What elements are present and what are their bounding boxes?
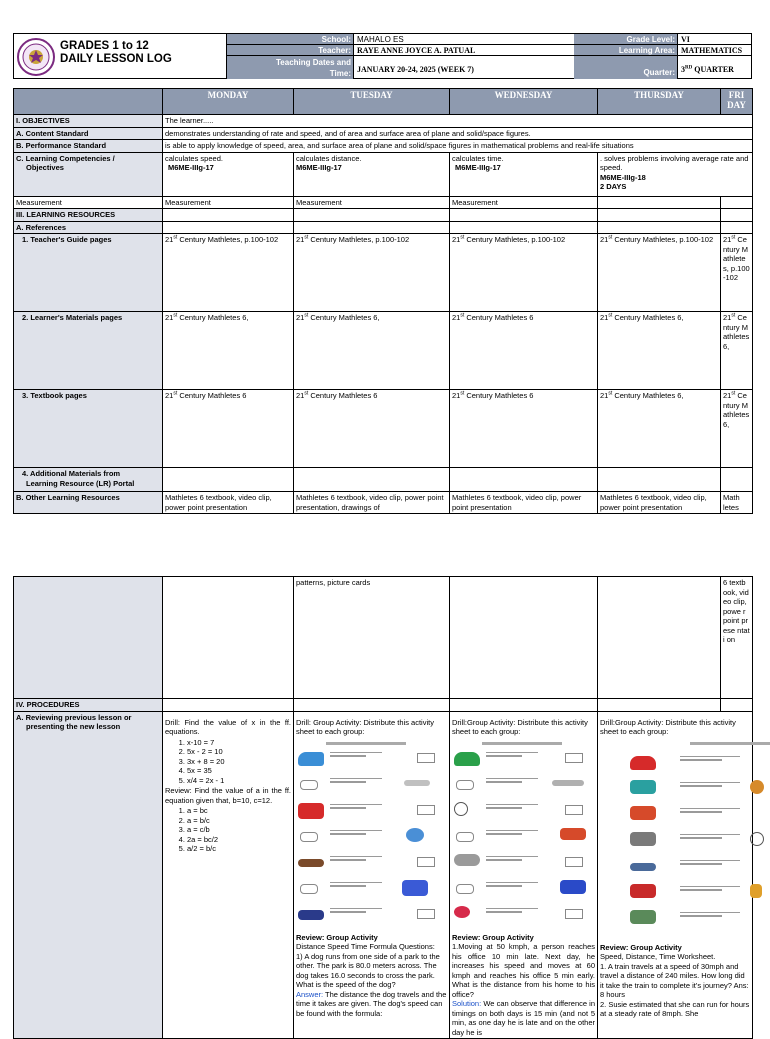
competency-thursday: . solves problems involving average rate and speed. M6ME-IIIg-18 2 DAYS — [598, 152, 753, 196]
performance-standard-label: B. Performance Standard — [14, 140, 163, 153]
lesson-table-bottom — [13, 576, 753, 1039]
thursday-question-2: 2. Susie estimated that she can run for hours at a steady rate of 8mph. She — [600, 999, 750, 1018]
learner-text: The learner..... — [163, 115, 753, 128]
additional-materials-label: 4. Additional Materials from Learning Resource (LR) Portal — [14, 468, 163, 492]
tb-thursday: 21st Century Mathletes 6, — [598, 390, 721, 468]
airplane-icon — [404, 780, 430, 786]
other-monday: Mathletes 6 textbook, video clip, power point presentation — [163, 492, 294, 514]
tricycle-icon — [454, 906, 470, 918]
airplane-icon — [552, 780, 584, 786]
bicycle-icon — [454, 802, 468, 816]
tg-tuesday: 21st Century Mathletes, p.100-102 — [294, 234, 450, 312]
tuesday-review-title: Review: Group Activity — [296, 932, 378, 942]
competency-wednesday: calculates time. M6ME-IIIg-17 — [450, 152, 598, 196]
thursday-question-1: 1. A train travels at a speed of 30mph and travel a distance of 240 miles. How long did it take the train to complete it's journey? Ans: 8 hours — [600, 961, 749, 999]
content-standard-text: demonstrates understanding of rate and speed, and of area and surface area of plane and solid/space figures. — [163, 127, 753, 140]
sneaker-icon — [298, 910, 324, 920]
area-label: Learning Area: — [574, 45, 678, 56]
train-icon — [630, 884, 656, 898]
tb-monday: 21st Century Mathletes 6 — [163, 390, 294, 468]
lesson-log-header — [13, 33, 752, 79]
area-value: MATHEMATICS — [681, 46, 743, 55]
deped-seal-icon — [17, 38, 55, 76]
lm-wednesday: 21st Century Mathletes 6 — [450, 312, 598, 390]
lesson-table-top — [13, 88, 753, 514]
tb-friday: 21st Century Mathletes 6, — [721, 390, 753, 468]
day-header-thursday: THURSDAY — [598, 89, 721, 115]
procedures-label: IV. PROCEDURES — [14, 699, 163, 712]
day-header-monday: MONDAY — [163, 89, 294, 115]
day-header-wednesday: WEDNESDAY — [450, 89, 598, 115]
document-title: GRADES 1 to 12 DAILY LESSON LOG — [60, 40, 172, 65]
measurement-monday: Measurement — [163, 196, 294, 209]
measurement-tuesday: Measurement — [294, 196, 450, 209]
wednesday-review-title: Review: Group Activity — [452, 932, 534, 942]
bicycle-icon — [750, 832, 764, 846]
references-label: A. References — [14, 221, 163, 234]
objectives-label: I. OBJECTIVES — [14, 115, 163, 128]
shoe-icon — [298, 752, 324, 766]
tuesday-worksheet-image — [296, 740, 447, 930]
other-friday-continued: 6 textb ook, video clip, powe r point prese ntati on — [721, 577, 753, 699]
monday-equations: 1. x-10 = 7 2. 5x - 2 = 10 3. 3x + 8 = 20 4. 5x = 35 5. x/4 = 2x - 1 — [165, 738, 291, 786]
other-tuesday: Mathletes 6 textbook, video clip, power point presentation, drawings of — [294, 492, 450, 514]
lm-monday: 21st Century Mathletes 6, — [163, 312, 294, 390]
lm-thursday: 21st Century Mathletes 6, — [598, 312, 721, 390]
school-label: School: — [227, 34, 354, 45]
tb-tuesday: 21st Century Mathletes 6 — [294, 390, 450, 468]
competency-monday: calculates speed. M6ME-IIIg-17 — [163, 152, 294, 196]
car-icon — [630, 756, 656, 770]
wednesday-question-1: 1.Moving at 50 kmph, a person reaches his office 10 min late. Next day, he increases his speed and moves at 60 kmph and reaches his office 5 min early. What is the distance from his home to his office? — [452, 942, 595, 999]
sled-icon — [298, 859, 324, 867]
other-tuesday-continued: patterns, picture cards — [294, 577, 450, 699]
textbook-label: 3. Textbook pages — [14, 390, 163, 468]
other-wednesday: Mathletes 6 textbook, video clip, power point presentation — [450, 492, 598, 514]
procedure-thursday: Drill:Group Activity: Distribute this activity sheet to each group: Review: Group Activity Speed, Distance, Time Worksheet. 1. A train travels at a speed of 30mph and travel a distance of 240 miles. How long did it take the train to complete it's journey? Ans: 8 hours 2. Susie estimated that she can run for hours at a steady rate of 8mph. She — [598, 711, 753, 1039]
footprints-icon — [406, 828, 424, 842]
reviewing-lesson-label: A. Reviewing previous lesson or presenting the new lesson — [14, 711, 163, 1039]
grade-label: Grade Level: — [574, 34, 678, 45]
truck-icon — [630, 832, 656, 846]
boat-icon — [630, 863, 656, 871]
thursday-worksheet-image — [600, 740, 750, 940]
procedure-monday — [163, 711, 294, 1039]
teacher-label: Teacher: — [227, 45, 354, 56]
measurement-label: Measurement — [14, 196, 163, 209]
measurement-wednesday: Measurement — [450, 196, 598, 209]
day-header-friday: FRI DAY — [721, 89, 753, 115]
teacher-value: RAYE ANNE JOYCE A. PATUAL — [357, 46, 476, 55]
motorcycle-icon — [560, 880, 586, 894]
lm-tuesday: 21st Century Mathletes 6, — [294, 312, 450, 390]
tg-wednesday: 21st Century Mathletes, p.100-102 — [450, 234, 598, 312]
tuesday-answer: Answer: The distance the dog travels and the time it takes are given. The dog's speed can be found with the formula: — [296, 989, 447, 1018]
quarter-value: 3RD QUARTER — [681, 65, 734, 74]
van-icon — [630, 780, 656, 794]
monday-review: Review: Find the value of a in the ff. equation given that, b=10, c=12. — [165, 786, 291, 805]
tb-wednesday: 21st Century Mathletes 6 — [450, 390, 598, 468]
learners-materials-label: 2. Learner's Materials pages — [14, 312, 163, 390]
content-standard-label: A. Content Standard — [14, 127, 163, 140]
other-thursday: Mathletes 6 textbook, video clip, power point presentation — [598, 492, 721, 514]
train-icon — [402, 880, 428, 896]
bus-icon — [630, 806, 656, 820]
tg-thursday: 21st Century Mathletes, p.100-102 — [598, 234, 721, 312]
wednesday-worksheet-image — [452, 740, 595, 930]
school-value: MAHALO ES — [357, 35, 404, 44]
monday-drill: Drill: Find the value of x in the ff. equations. — [165, 717, 291, 736]
monday-review-equations: 1. a = bc 2. a = b/c 3. a = c/b 4. 2a = bc/2 5. a/2 = b/c — [165, 806, 291, 854]
car-icon — [454, 752, 480, 766]
golf-cart-icon — [630, 910, 656, 924]
helicopter-icon — [560, 828, 586, 840]
bag-icon — [750, 884, 762, 898]
wednesday-solution: Solution: We can observe that difference in timings on both days is 15 min (and not 5 min, as one day he is late and on the other day he is — [452, 999, 595, 1037]
competency-tuesday: calculates distance. M6ME-IIIg-17 — [294, 152, 450, 196]
procedure-wednesday: Drill:Group Activity: Distribute this activity sheet to each group: Review: Group Activity 1.Moving at 50 kmph, a person reaches his office 10 min late. Next day, he increases his speed and moves at 60 kmph and reaches his office 5 min early. What is the distance from his home to his office? Solution: We can observe that difference in timings on both days is 15 min (and not 5 min, as one day he is late and on the other day he is — [450, 711, 598, 1039]
dates-label: Teaching Dates and Time: — [227, 56, 354, 79]
tg-friday: 21st Century Mathletes, p.100 -102 — [721, 234, 753, 312]
procedure-tuesday: Drill: Group Activity: Distribute this activity sheet to each group: Review: Group Activity Distance Speed Time Formula Questions: 1) A dog runs from one side of a park to the other. The park is 80.0 meters across. The dog takes 16.0 seconds to cross the park. What is the speed of the dog? Answer: The distance the dog travels and the time it takes are given. The dog's speed can be found with the formula: — [294, 711, 450, 1039]
performance-standard-text: is able to apply knowledge of speed, area, and surface area of plane and solid/space figures in mathematical problems and real-life situations — [163, 140, 753, 153]
grade-value: VI — [681, 35, 690, 44]
tg-monday: 21st Century Mathletes, p.100-102 — [163, 234, 294, 312]
other-friday: Math letes — [721, 492, 753, 514]
competencies-label: C. Learning Competencies / Objectives — [14, 152, 163, 196]
corner-cell — [14, 89, 163, 115]
snail-icon — [454, 854, 480, 866]
lm-friday: 21st Century Mathletes 6, — [721, 312, 753, 390]
resources-label: III. LEARNING RESOURCES — [14, 209, 163, 222]
thursday-review-title: Review: Group Activity — [600, 942, 682, 952]
tuesday-question-1: 1) A dog runs from one side of a park to the other. The park is 80.0 meters across. The dog takes 16.0 seconds to cross the park. What is the speed of the dog? — [296, 951, 440, 989]
bird-icon — [750, 780, 764, 794]
quarter-label: Quarter: — [574, 56, 678, 79]
day-header-tuesday: TUESDAY — [294, 89, 450, 115]
teachers-guide-label: 1. Teacher's Guide pages — [14, 234, 163, 312]
other-resources-label: B. Other Learning Resources — [14, 492, 163, 514]
dates-value: JANUARY 20-24, 2025 (WEEK 7) — [357, 65, 474, 74]
bus-icon — [298, 803, 324, 819]
